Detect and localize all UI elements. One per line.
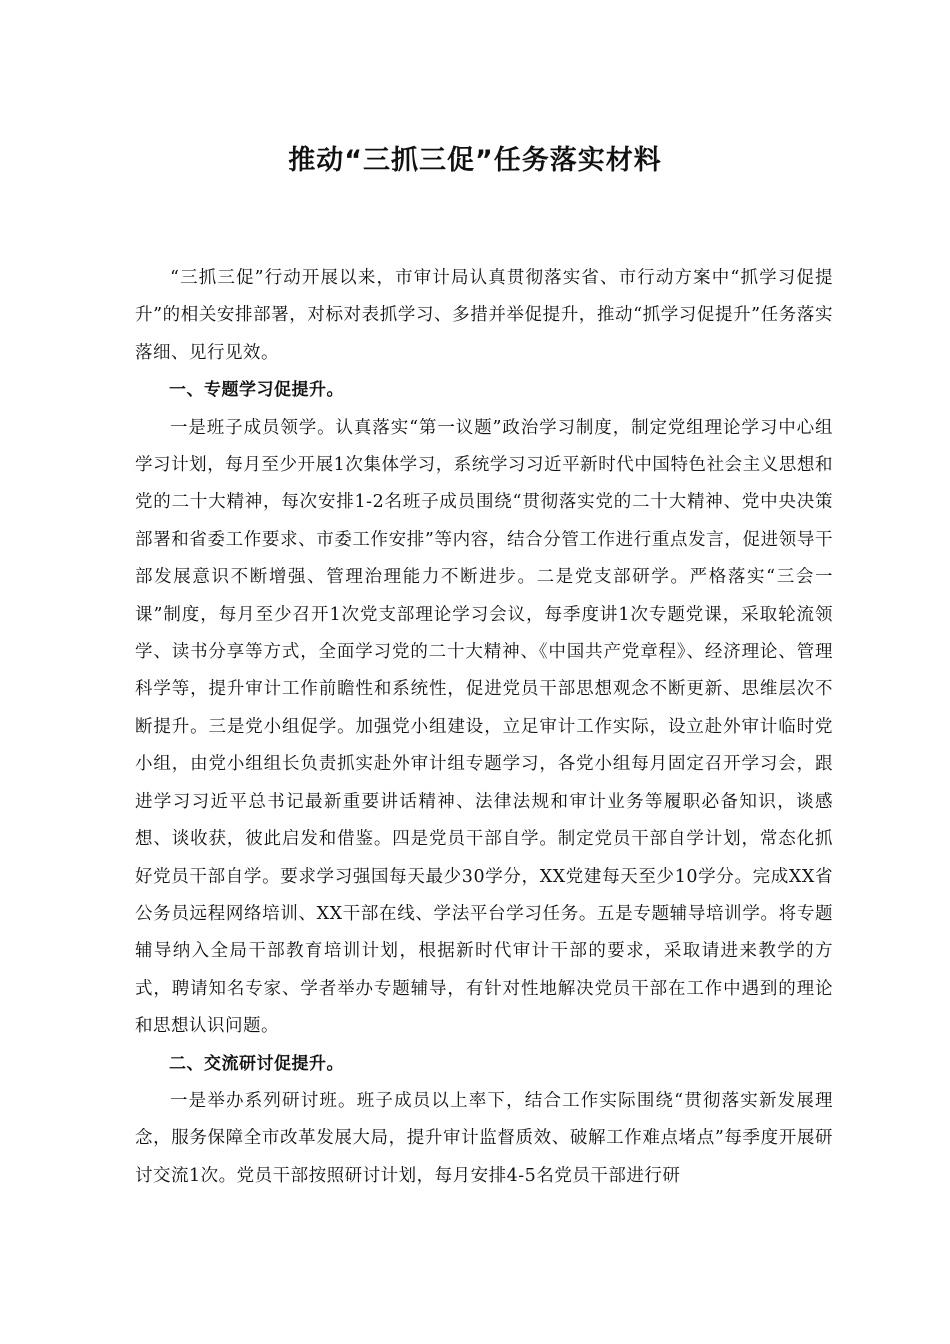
document-body	[135, 260, 833, 1195]
intro-paragraph: “三抓三促”行动开展以来，市审计局认真贯彻落实省、市行动方案中“抓学习促提升”的相关安排部署，对标对表抓学习、多措并举促提升，推动“抓学习促提升”任务落实落细、见行见效。	[135, 268, 833, 363]
section-paragraph-2: 一是举办系列研讨班。班子成员以上率下，结合工作实际围绕“贯彻落实新发展理念，服务保障全市改革发展大局，提升审计监督质效、破解工作难点堵点”每季度开展研讨交流1次。党员干部按照研讨计划，每月安排4-5名党员干部进行研	[135, 1090, 833, 1186]
section-heading-2: 二、交流研讨促提升。	[169, 1053, 344, 1074]
section-paragraph-1: 一是班子成员领学。认真落实“第一议题”政治学习制度，制定党组理论学习中心组学习计划，每月至少开展1次集体学习，系统学习习近平新时代中国特色社会主义思想和党的二十大精神，每次安排1-2名班子成员围绕“贯彻落实党的二十大精神、党中央决策部署和省委工作要求、市委工作安排”等内容，结合分管工作进行重点发言，促进领导干部发展意识不断增强、管理治理能力不断进步。二是党支部研学。严格落实“三会一课”制度，每月至少召开1次党支部理论学习会议，每季度讲1次专题党课，采取轮流领学、读书分享等方式，全面学习党的二十大精神、《中国共产党章程》、经济理论、管理科学等，提升审计工作前瞻性和系统性，促进党员干部思想观念不断更新、思维层次不断提升。三是党小组促学。加强党小组建设，立足审计工作实际，设立赴外审计临时党小组，由党小组组长负责抓实赴外审计组专题学习，各党小组每月固定召开学习会，跟进学习习近平总书记最新重要讲话精神、法律法规和审计业务等履职必备知识，谈感想、谈收获，彼此启发和借鉴。四是党员干部自学。制定党员干部自学计划，常态化抓好党员干部自学。要求学习强国每天最少30学分，XX党建每天至少10学分。完成XX省公务员远程网络培训、XX干部在线、学法平台学习任务。五是专题辅导培训学。将专题辅导纳入全局干部教育培训计划，根据新时代审计干部的要求，采取请进来教学的方式，聘请知名专家、学者举办专题辅导，有针对性地解决党员干部在工作中遇到的理论和思想认识问题。	[135, 417, 833, 1037]
section-heading-1: 一、专题学习促提升。	[169, 380, 344, 401]
document-title: 推动“三抓三促”任务落实材料	[288, 145, 662, 176]
